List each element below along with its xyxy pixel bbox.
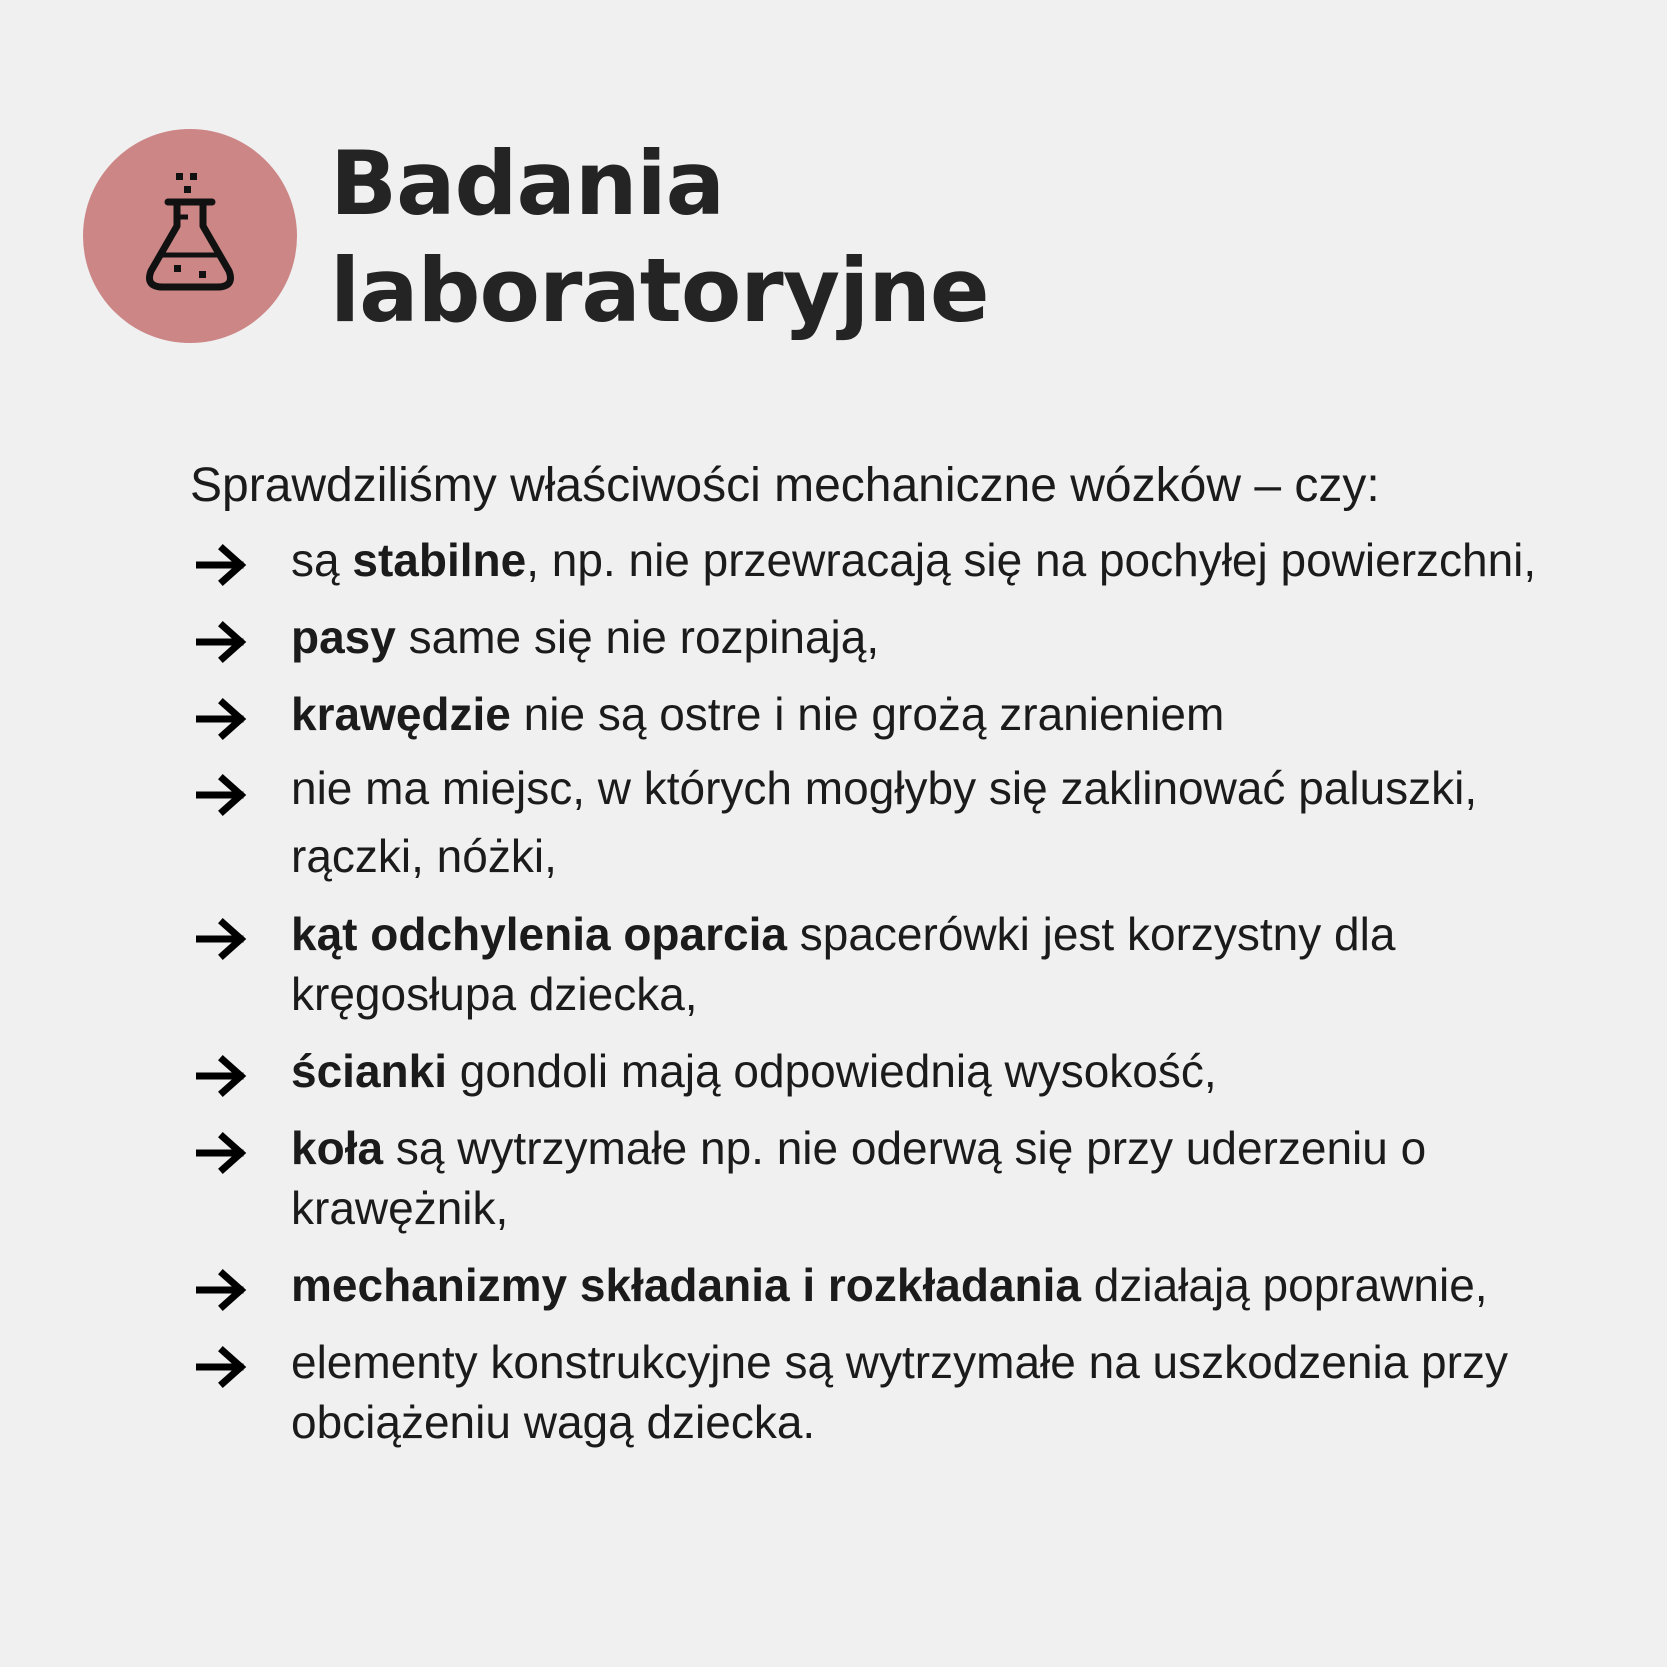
list-item-text [291,762,1477,882]
intro-text: Sprawdziliśmy właściwości mechaniczne wózków – czy: [190,459,1380,512]
list-item-rest: same się nie rozpinają, [395,611,880,663]
list-item-bold: kąt odchylenia oparcia [291,908,787,960]
list-item-rest: spacerówki jest korzystny dla kręgosłupa dziecka, [291,908,1396,1020]
list-item-rest: , np. nie przewracają się na pochyłej powierzchni, [526,534,1537,586]
list-item [190,754,1570,890]
arrow-right-icon [196,1269,248,1311]
list-item-text [291,1122,1426,1234]
arrow-right-icon [196,918,248,960]
list-item-rest: działają poprawnie, [1081,1259,1488,1311]
list-item-rest: nie są ostre i nie grożą zranieniem [510,688,1225,740]
list-item-text [291,1045,1217,1097]
list-item [190,1255,1570,1315]
list-item [190,607,1570,667]
list-item-text [291,1259,1488,1311]
page-title-line-2: laboratoryjne [330,239,989,342]
arrow-right-icon [196,774,248,816]
arrow-right-icon [196,1132,248,1174]
header-icon-circle [83,129,297,343]
list-item-bold: krawędzie [291,688,511,740]
list-item-rest: gondoli mają odpowiednią wysokość, [447,1045,1217,1097]
list-item-text [291,534,1536,586]
list-item-bold: koła [291,1122,384,1174]
list-item-text [291,688,1224,740]
arrow-right-icon [196,544,248,586]
list-item [190,684,1570,744]
list-item-prefix: nie ma miejsc, w których mogłyby się zaklinować paluszki, rączki, nóżki, [291,762,1478,882]
list-item-bold: pasy [291,611,396,663]
arrow-right-icon [196,621,248,663]
page-title [330,130,989,344]
list-item-rest: są wytrzymałe np. nie oderwą się przy uderzeniu o krawężnik, [291,1122,1427,1234]
list-item-bold: stabilne [352,534,527,586]
check-list [190,530,1570,1469]
list-item-prefix: elementy konstrukcyjne są wytrzymałe na uszkodzenia przy obciążeniu wagą dziecka. [291,1336,1508,1448]
arrow-right-icon [196,1055,248,1097]
list-item-prefix: są [291,534,353,586]
arrow-right-icon [196,1346,248,1388]
lab-flask-icon [142,171,238,301]
list-item [190,1332,1570,1452]
list-item-bold: mechanizmy składania i rozkładania [291,1259,1081,1311]
list-item-text [291,611,879,663]
list-item-text [291,908,1395,1020]
list-item-bold: ścianki [291,1045,447,1097]
list-item [190,530,1570,590]
arrow-right-icon [196,698,248,740]
list-item-text [291,1336,1508,1448]
list-item [190,1041,1570,1101]
list-item [190,1118,1570,1238]
page-title-line-1: Badania [330,132,725,235]
list-item [190,904,1570,1024]
